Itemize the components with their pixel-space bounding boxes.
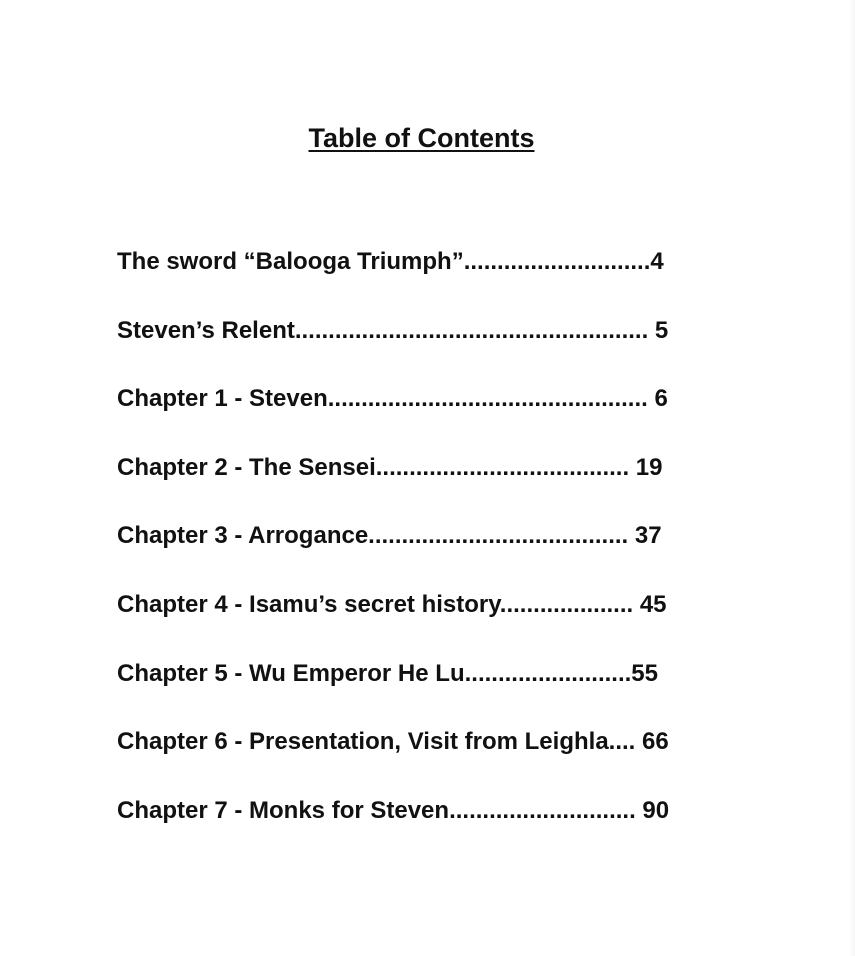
toc-entry-text: The sword “Balooga Triumph”............................4 xyxy=(117,248,664,275)
toc-entry-text: Chapter 5 - Wu Emperor He Lu.........................55 xyxy=(117,659,658,687)
toc-entry-text: Chapter 7 - Monks for Steven............................ 90 xyxy=(117,796,670,824)
toc-entry xyxy=(117,724,728,793)
toc-entry-text: Chapter 1 - Steven................................................ 6 xyxy=(117,385,668,413)
toc-entry xyxy=(117,518,728,587)
toc-entry xyxy=(117,587,728,656)
toc-entry-text: Chapter 6 - Presentation, Visit from Leighla.... 66 xyxy=(117,728,669,756)
page-edge-shadow xyxy=(849,0,855,956)
toc-entry xyxy=(117,313,728,382)
toc-entry xyxy=(117,244,728,313)
toc-entry-text: Chapter 4 - Isamu’s secret history.................... 45 xyxy=(117,590,667,618)
toc-entry xyxy=(117,381,728,450)
page-title: Table of Contents xyxy=(308,123,535,153)
toc-entry xyxy=(117,656,728,725)
toc-list xyxy=(117,244,728,861)
toc-entry-text: Chapter 3 - Arrogance....................................... 37 xyxy=(117,522,662,550)
toc-entry xyxy=(117,450,728,519)
toc-entry-text: Steven’s Relent..................................................... 5 xyxy=(117,316,669,344)
toc-entry-text: Chapter 2 - The Sensei...................................... 19 xyxy=(117,453,663,481)
toc-entry xyxy=(117,793,728,862)
